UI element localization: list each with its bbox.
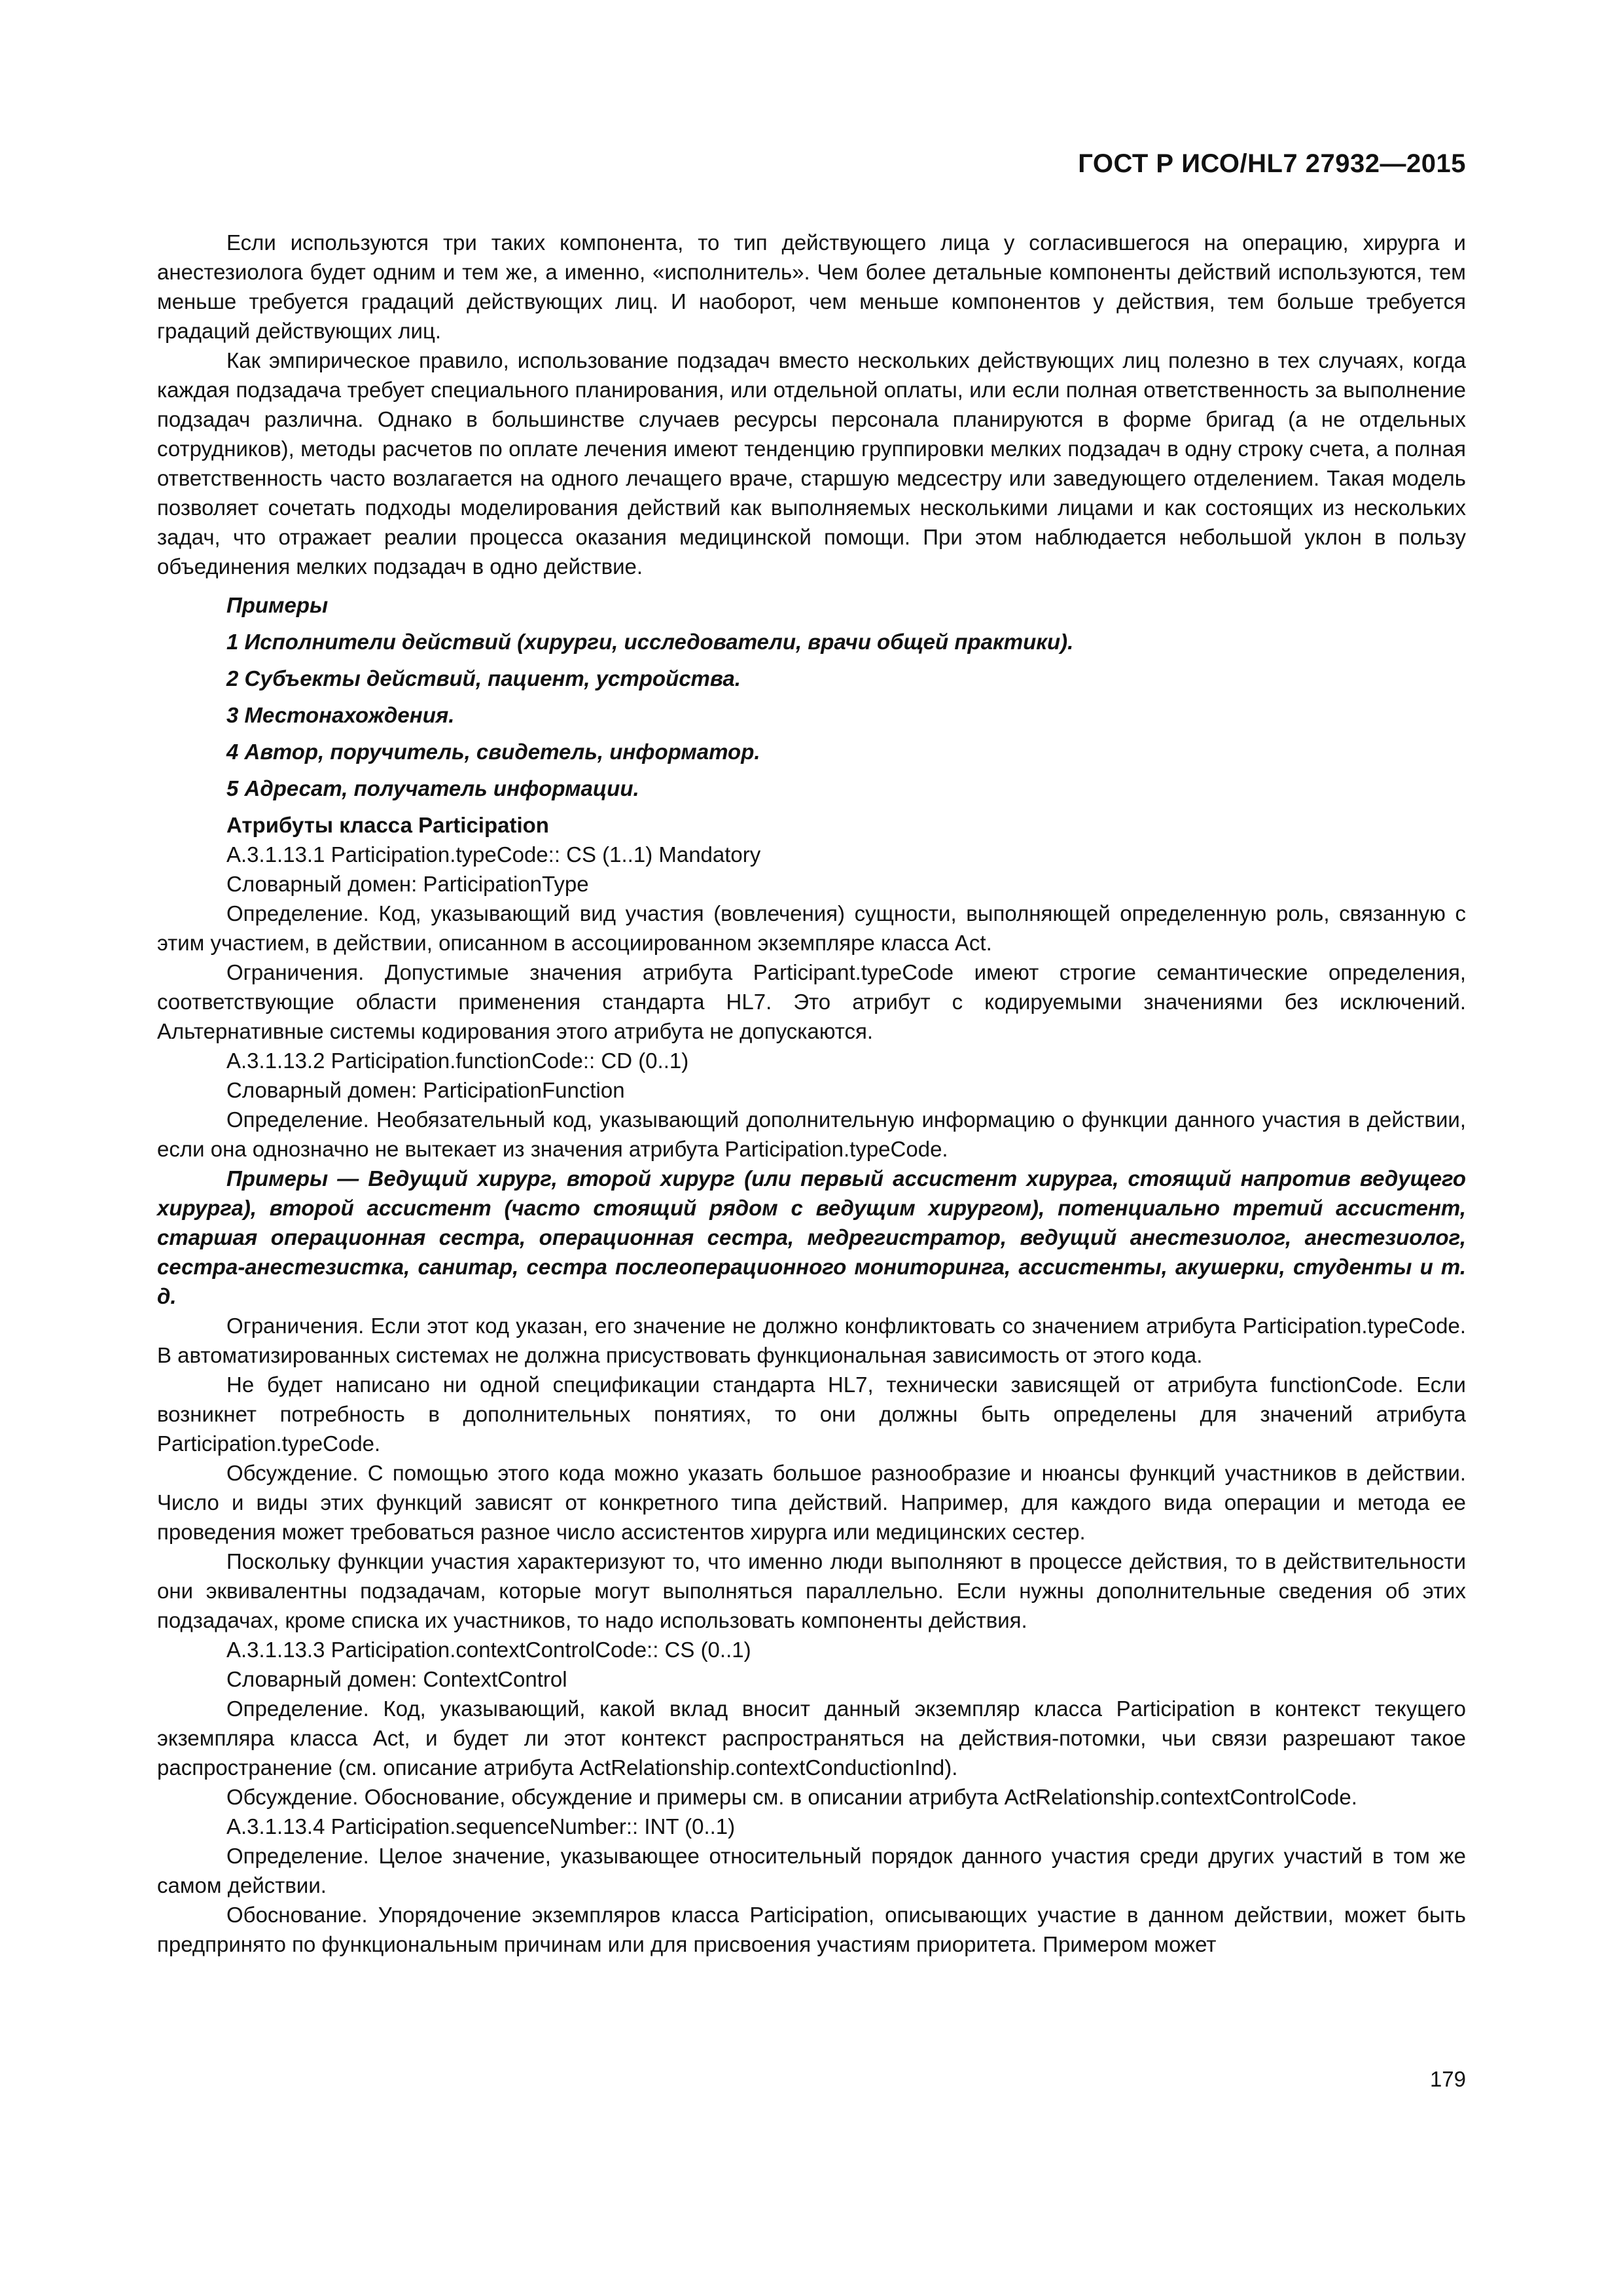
attribute-title: A.3.1.13.3 Participation.contextControlCode:: CS (0..1)	[226, 1638, 751, 1662]
paragraph: Если используются три таких компонента, то тип действующего лица у согласившегося на операцию, хирурга и анестезиолога будет одним и тем же, а именно, «исполнитель». Чем более детальные компоненты действий используются, тем меньше требуется градаций действующих лиц. И наоборот, чем меньше компонентов у действия, тем больше требуется градаций действующих лиц.	[157, 230, 1466, 343]
example-item: 1 Исполнители действий (хирурги, исследователи, врачи общей практики).	[226, 630, 1074, 654]
example-item: 5 Адресат, получатель информации.	[226, 776, 639, 800]
attribute-definition: Определение. Код, указывающий, какой вклад вносит данный экземпляр класса Participation в контекст текущего экземпляра класса Act, и будет ли этот контекст распространяться на действия-потомки, чьи связи разрешают такое распространение (см. описание атрибута ActRelationship.contextConductionInd).	[157, 1696, 1466, 1780]
example-item: 3 Местонахождения.	[226, 703, 455, 727]
document-body	[157, 228, 1466, 1959]
attribute-title: A.3.1.13.1 Participation.typeCode:: CS (1..1) Mandatory	[226, 842, 761, 867]
attribute-discussion: Поскольку функции участия характеризуют то, что именно люди выполняют в процессе действия, то в действительности они эквивалентны подзадачам, которые могут выполняться параллельно. Если нужны дополнительные сведения об этих подзадачах, кроме списка их участников, то надо использовать компоненты действия.	[157, 1549, 1466, 1632]
attribute-domain: Словарный домен: ContextControl	[226, 1667, 567, 1691]
attribute-definition: Определение. Целое значение, указывающее относительный порядок данного участия среди других участий в том же самом действии.	[157, 1844, 1466, 1897]
page-number: 179	[1429, 2067, 1466, 2091]
attribute-rationale: Обоснование. Упорядочение экземпляров класса Participation, описывающих участие в данном действии, может быть предпринято по функциональным причинам или для присвоения участиям приоритета. Примером может	[157, 1903, 1466, 1956]
attribute-definition: Определение. Код, указывающий вид участия (вовлечения) сущности, выполняющей определенную роль, связанную с этим участием, в действии, описанном в ассоциированном экземпляре класса Act.	[157, 901, 1466, 955]
document-header: ГОСТ Р ИСО/HL7 27932—2015	[1078, 149, 1466, 178]
attribute-title: A.3.1.13.4 Participation.sequenceNumber:: INT (0..1)	[226, 1814, 736, 1839]
example-item: 4 Автор, поручитель, свидетель, информатор.	[226, 740, 760, 764]
examples-block	[157, 590, 1466, 803]
attribute-discussion: Обсуждение. С помощью этого кода можно указать большое разнообразие и нюансы функций участников в действии. Число и виды этих функций зависят от конкретного типа действий. Например, для каждого вида операции и метода ее проведения может требоваться разное число ассистентов хирурга или медицинских сестер.	[157, 1461, 1466, 1544]
attribute-discussion: Обсуждение. Обоснование, обсуждение и примеры см. в описании атрибута ActRelationship.contextControlCode.	[226, 1785, 1357, 1809]
attribute-definition: Определение. Необязательный код, указывающий дополнительную информацию о функции данного участия в действии, если она однозначно не вытекает из значения атрибута Participation.typeCode.	[157, 1107, 1466, 1161]
attribute-examples: Примеры — Ведущий хирург, второй хирург (или первый ассистент хирурга, стоящий напротив ведущего хирурга), второй ассистент (часто стоящий рядом с ведущим хирургом), потенциально третий ассистент, старшая операционная сестра, операционная сестра, медрегистратор, ведущий анестезиолог, анестезиолог, сестра-анестезистка, санитар, сестра послеоперационного мониторинга, ассистенты, акушерки, студенты и т. д.	[157, 1166, 1466, 1308]
attribute-constraints: Ограничения. Допустимые значения атрибута Participant.typeCode имеют строгие семантические определения, соответствующие области применения стандарта HL7. Это атрибут с кодируемыми значениями без исключений. Альтернативные системы кодирования этого атрибута не допускаются.	[157, 960, 1466, 1043]
paragraph: Как эмпирическое правило, использование подзадач вместо нескольких действующих лиц полезно в тех случаях, когда каждая подзадача требует специального планирования, или отдельной оплаты, или если полная ответственность за выполнение подзадач различна. Однако в большинстве случаев ресурсы персонала планируются в форме бригад (а не отдельных сотрудников), методы расчетов по оплате лечения имеют тенденцию группировки мелких подзадач в одну строку счета, а полная ответственность часто возлагается на одного лечащего враче, старшую медсестру или заведующего отделением. Такая модель позволяет сочетать подходы моделирования действий как выполняемых несколькими лицами и как состоящих из нескольких задач, что отражает реалии процесса оказания медицинской помощи. При этом наблюдается небольшой уклон в пользу объединения мелких подзадач в одно действие.	[157, 348, 1466, 579]
examples-title: Примеры	[226, 593, 329, 617]
attribute-title: A.3.1.13.2 Participation.functionCode:: CD (0..1)	[226, 1049, 689, 1073]
attribute-constraints: Ограничения. Если этот код указан, его значение не должно конфликтовать со значением атрибута Participation.typeCode. В автоматизированных системах не должна присуствовать функциональная зависимость от этого кода.	[157, 1314, 1466, 1367]
example-item: 2 Субъекты действий, пациент, устройства.	[226, 666, 741, 691]
attribute-domain: Словарный домен: ParticipationType	[226, 872, 589, 896]
section-heading: Атрибуты класса Participation	[226, 813, 549, 837]
attribute-note: Не будет написано ни одной спецификации стандарта HL7, технически зависящей от атрибута functionCode. Если возникнет потребность в дополнительных понятиях, то они должны быть определены для значений атрибута Participation.typeCode.	[157, 1372, 1466, 1456]
attribute-domain: Словарный домен: ParticipationFunction	[226, 1078, 625, 1102]
